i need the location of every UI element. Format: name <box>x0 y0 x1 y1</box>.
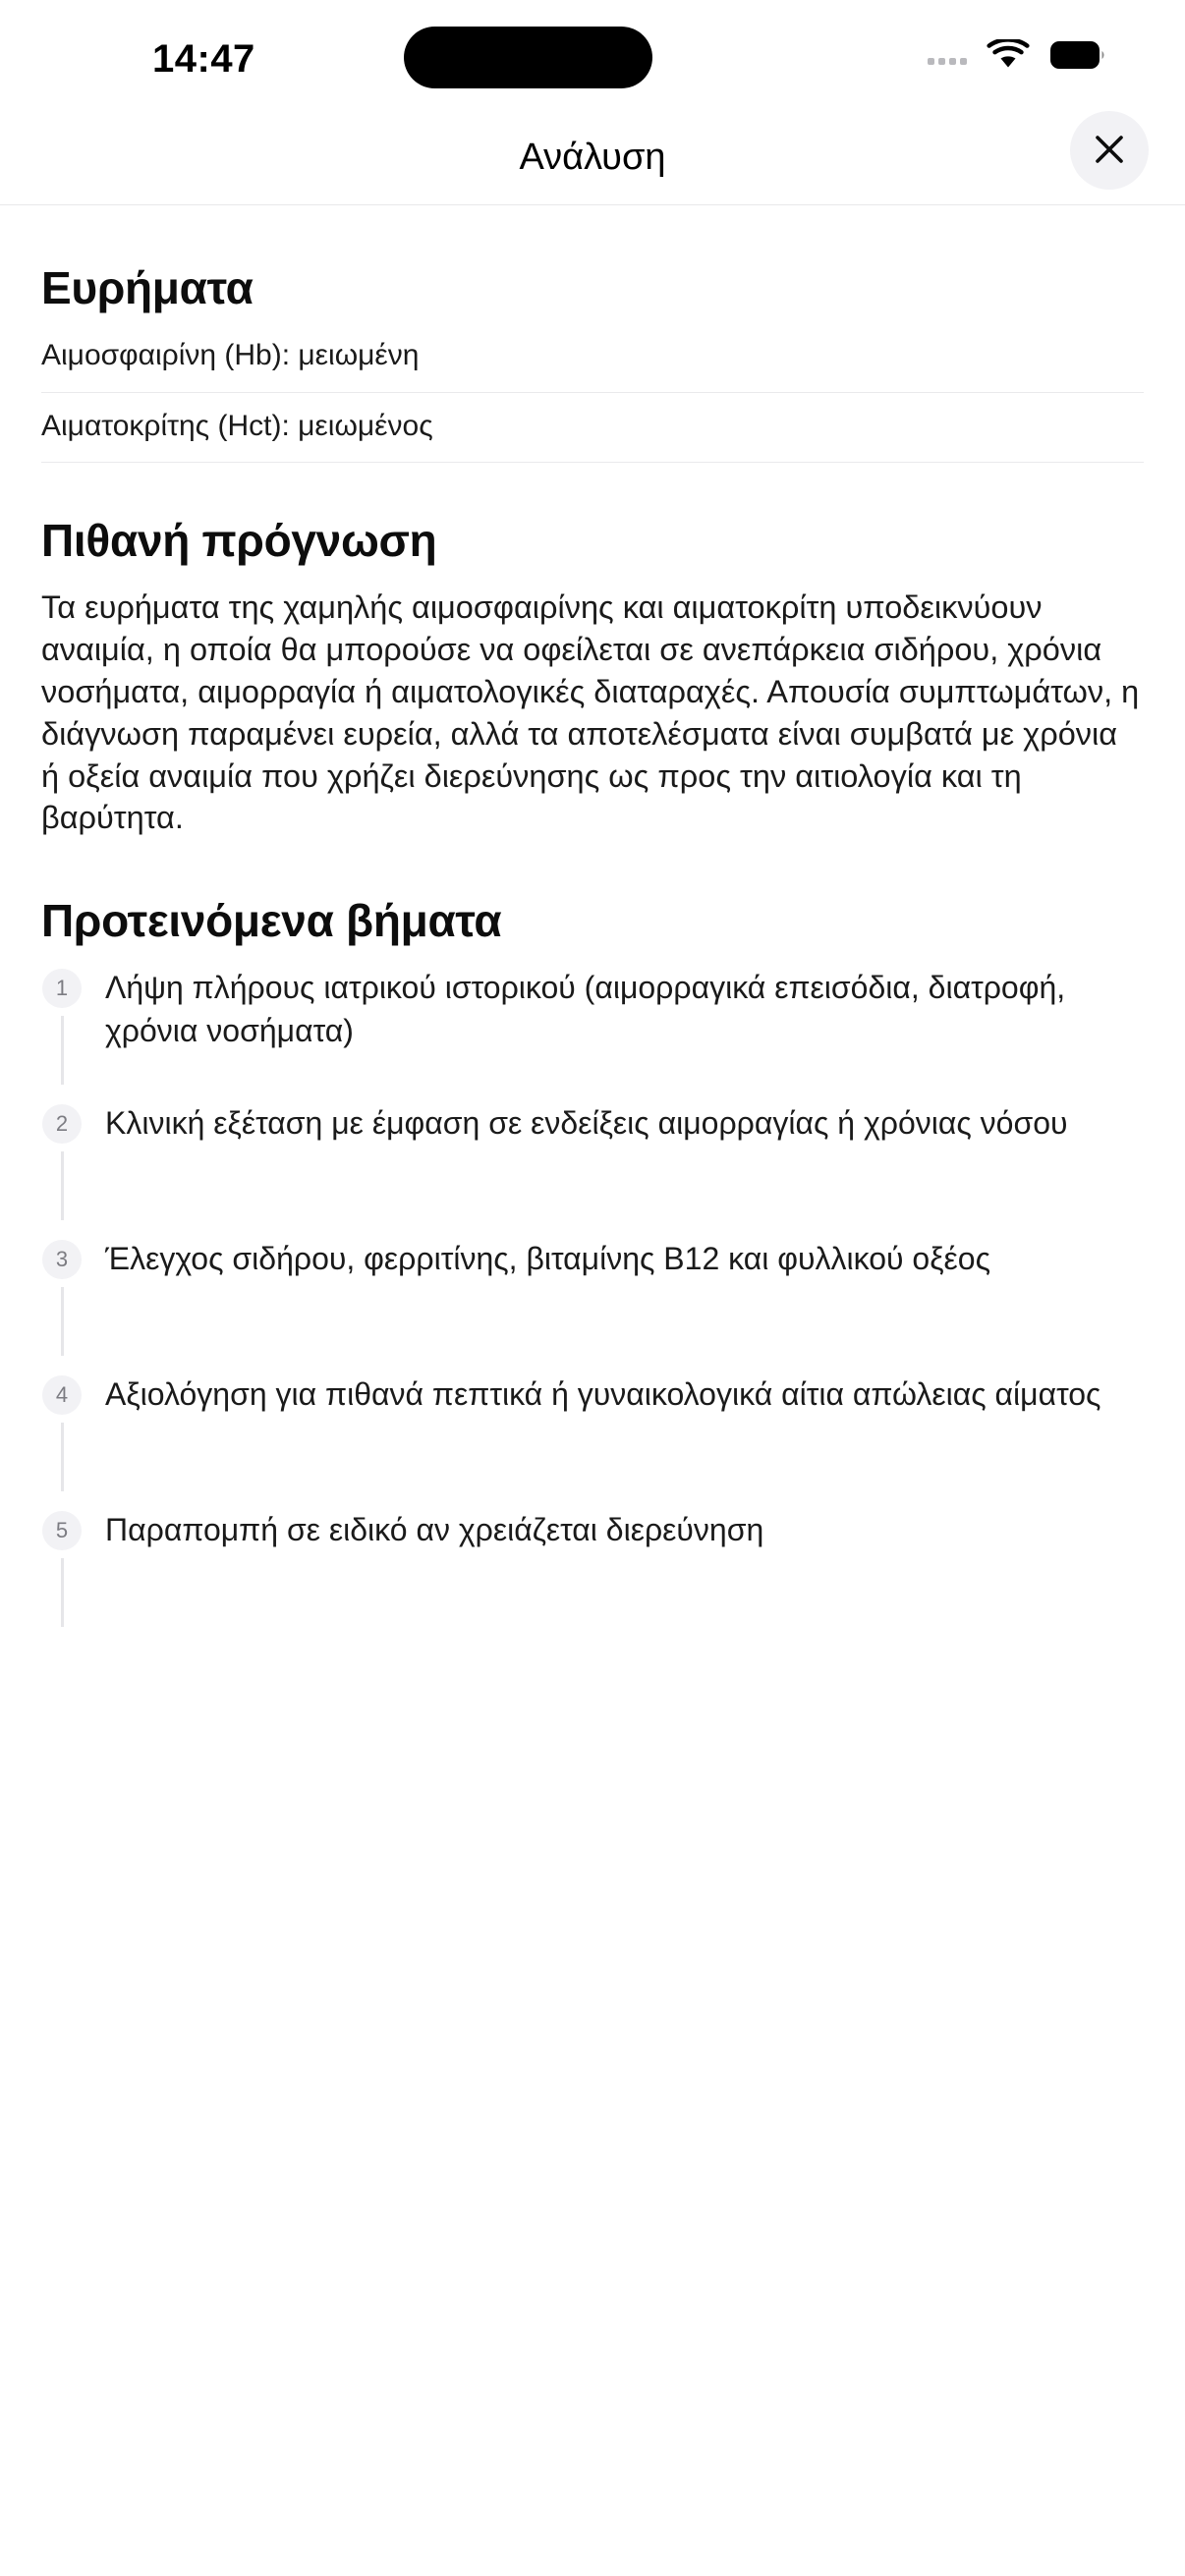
step-connector-line <box>61 1151 64 1220</box>
status-bar-icons <box>928 35 1104 76</box>
battery-icon <box>1049 40 1104 75</box>
step-connector-line <box>61 1287 64 1356</box>
step-number-badge: 2 <box>42 1104 82 1144</box>
status-bar <box>0 0 1185 106</box>
step-text: Έλεγχος σιδήρου, φερριτίνης, βιταμίνης Β12 και φυλλικού οξέος <box>105 1241 990 1277</box>
page-title: Ανάλυση <box>519 137 666 178</box>
navigation-bar <box>0 106 1185 205</box>
analysis-content <box>0 261 1185 1643</box>
close-button[interactable] <box>1070 111 1149 190</box>
prognosis-heading: Πιθανή πρόγνωση <box>41 515 437 566</box>
dynamic-island <box>404 27 652 88</box>
close-icon <box>1090 130 1129 172</box>
step-gutter <box>41 965 83 1065</box>
step-connector-line <box>61 1423 64 1491</box>
step-number-badge: 1 <box>42 969 82 1008</box>
step-number-badge: 5 <box>42 1511 82 1550</box>
steps-heading: Προτεινόμενα βήματα <box>41 895 502 947</box>
step-text: Κλινική εξέταση με έμφαση σε ενδείξεις αιμορραγίας ή χρόνιας νόσου <box>105 1105 1068 1142</box>
status-bar-time: 14:47 <box>152 37 255 81</box>
step-gutter <box>41 1236 83 1336</box>
step-number-badge: 4 <box>42 1375 82 1415</box>
list-item <box>41 1100 1144 1236</box>
step-connector-line <box>61 1016 64 1085</box>
step-text: Αξιολόγηση για πιθανά πεπτικά ή γυναικολογικά αίτια απώλειας αίματος <box>105 1376 1101 1413</box>
list-item <box>41 1507 1144 1643</box>
finding-row: Αιμοσφαιρίνη (Hb): μειωμένη <box>41 314 1144 393</box>
step-connector-line <box>61 1558 64 1627</box>
step-gutter <box>41 1507 83 1607</box>
finding-row: Αιματοκρίτης (Hct): μειωμένος <box>41 393 1144 464</box>
step-gutter <box>41 1100 83 1201</box>
step-gutter <box>41 1372 83 1472</box>
step-number-badge: 3 <box>42 1240 82 1279</box>
step-text: Παραπομπή σε ειδικό αν χρειάζεται διερεύνηση <box>105 1512 764 1548</box>
list-item <box>41 1372 1144 1507</box>
list-item <box>41 965 1144 1100</box>
signal-dots-icon <box>928 58 967 65</box>
step-text: Λήψη πλήρους ιατρικού ιστορικού (αιμορραγικά επεισόδια, διατροφή, χρόνια νοσήματα) <box>105 970 1066 1048</box>
findings-heading: Ευρήματα <box>41 262 254 313</box>
steps-list <box>41 965 1144 1643</box>
prognosis-text: Τα ευρήματα της χαμηλής αιμοσφαιρίνης και αιματοκρίτη υποδεικνύουν αναιμία, η οποία θα μπορούσε να οφείλεται σε ανεπάρκεια σιδήρου, χρόνια νοσήματα, αιμορραγία ή αιματολογικές διαταραχές. Απουσία συμπτωμάτων, η διάγνωση παραμένει ευρεία, αλλά τα αποτελέσματα είναι συμβατά με χρόνια ή οξεία αναιμία που χρήζει διερεύνησης ως προς την αιτιολογία και τη βαρύτητα. <box>41 589 1140 836</box>
list-item <box>41 1236 1144 1372</box>
wifi-icon <box>987 39 1030 76</box>
